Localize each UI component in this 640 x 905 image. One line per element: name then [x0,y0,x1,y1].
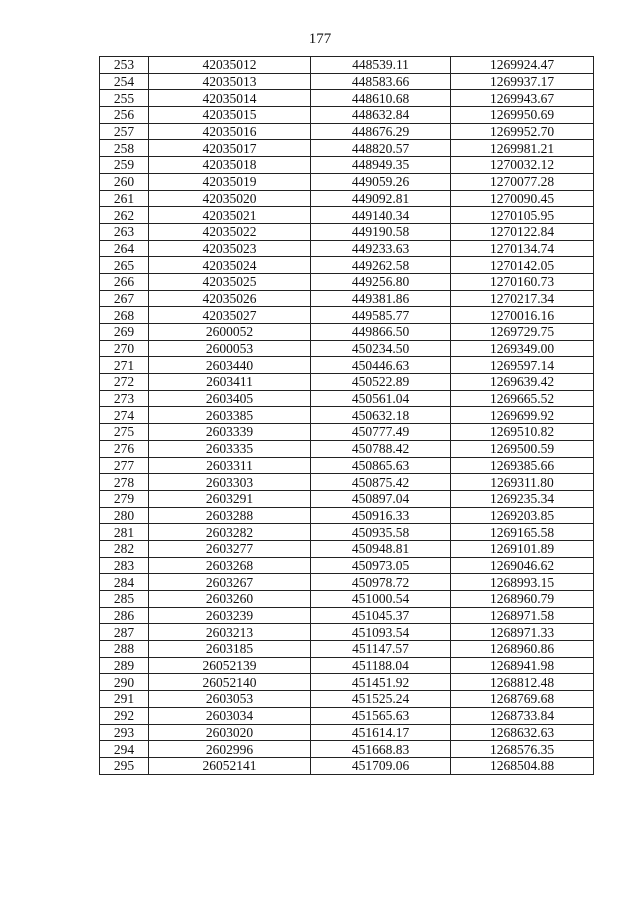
table-row [100,524,594,541]
point-id-cell: 42035027 [149,307,311,324]
y-coordinate-cell: 1269046.62 [451,557,594,574]
x-coordinate-cell: 448539.11 [311,57,451,74]
row-index-cell: 294 [100,741,149,758]
table-row [100,540,594,557]
row-index-cell: 253 [100,57,149,74]
y-coordinate-cell: 1270134.74 [451,240,594,257]
point-id-cell: 42035013 [149,73,311,90]
x-coordinate-cell: 449585.77 [311,307,451,324]
table-row [100,173,594,190]
row-index-cell: 257 [100,123,149,140]
y-coordinate-cell: 1269597.14 [451,357,594,374]
y-coordinate-cell: 1269385.66 [451,457,594,474]
row-index-cell: 265 [100,257,149,274]
table-row [100,757,594,774]
row-index-cell: 254 [100,73,149,90]
point-id-cell: 2603440 [149,357,311,374]
point-id-cell: 2603411 [149,374,311,391]
point-id-cell: 2603213 [149,624,311,641]
point-id-cell: 2603405 [149,390,311,407]
row-index-cell: 263 [100,223,149,240]
table-row [100,591,594,608]
point-id-cell: 2600052 [149,324,311,341]
x-coordinate-cell: 450788.42 [311,440,451,457]
x-coordinate-cell: 450446.63 [311,357,451,374]
point-id-cell: 2603034 [149,707,311,724]
point-id-cell: 42035024 [149,257,311,274]
table-row [100,474,594,491]
x-coordinate-cell: 450234.50 [311,340,451,357]
point-id-cell: 42035022 [149,223,311,240]
x-coordinate-cell: 450875.42 [311,474,451,491]
y-coordinate-cell: 1268993.15 [451,574,594,591]
x-coordinate-cell: 449140.34 [311,207,451,224]
x-coordinate-cell: 450935.58 [311,524,451,541]
y-coordinate-cell: 1269101.89 [451,540,594,557]
x-coordinate-cell: 450865.63 [311,457,451,474]
y-coordinate-cell: 1269665.52 [451,390,594,407]
y-coordinate-cell: 1268960.79 [451,591,594,608]
point-id-cell: 2603288 [149,507,311,524]
row-index-cell: 283 [100,557,149,574]
row-index-cell: 262 [100,207,149,224]
table-row [100,340,594,357]
x-coordinate-cell: 451565.63 [311,707,451,724]
x-coordinate-cell: 451451.92 [311,674,451,691]
table-row [100,273,594,290]
point-id-cell: 42035016 [149,123,311,140]
row-index-cell: 264 [100,240,149,257]
coordinates-table-body [100,57,594,775]
row-index-cell: 274 [100,407,149,424]
table-row [100,207,594,224]
row-index-cell: 276 [100,440,149,457]
point-id-cell: 26052141 [149,757,311,774]
row-index-cell: 270 [100,340,149,357]
x-coordinate-cell: 448676.29 [311,123,451,140]
x-coordinate-cell: 450978.72 [311,574,451,591]
row-index-cell: 266 [100,273,149,290]
point-id-cell: 2600053 [149,340,311,357]
table-row [100,657,594,674]
point-id-cell: 42035026 [149,290,311,307]
point-id-cell: 42035025 [149,273,311,290]
table-row [100,674,594,691]
x-coordinate-cell: 451147.57 [311,641,451,658]
row-index-cell: 290 [100,674,149,691]
point-id-cell: 26052140 [149,674,311,691]
table-row [100,324,594,341]
y-coordinate-cell: 1268971.58 [451,607,594,624]
point-id-cell: 2603020 [149,724,311,741]
point-id-cell: 42035017 [149,140,311,157]
row-index-cell: 278 [100,474,149,491]
table-row [100,440,594,457]
x-coordinate-cell: 448610.68 [311,90,451,107]
table-row [100,123,594,140]
row-index-cell: 275 [100,424,149,441]
point-id-cell: 42035023 [149,240,311,257]
row-index-cell: 292 [100,707,149,724]
table-row [100,57,594,74]
table-row [100,457,594,474]
x-coordinate-cell: 449866.50 [311,324,451,341]
y-coordinate-cell: 1269510.82 [451,424,594,441]
x-coordinate-cell: 448949.35 [311,157,451,174]
row-index-cell: 291 [100,691,149,708]
point-id-cell: 2603335 [149,440,311,457]
table-row [100,140,594,157]
row-index-cell: 289 [100,657,149,674]
y-coordinate-cell: 1270142.05 [451,257,594,274]
x-coordinate-cell: 450897.04 [311,490,451,507]
x-coordinate-cell: 451188.04 [311,657,451,674]
y-coordinate-cell: 1270032.12 [451,157,594,174]
row-index-cell: 258 [100,140,149,157]
y-coordinate-cell: 1269349.00 [451,340,594,357]
point-id-cell: 42035020 [149,190,311,207]
row-index-cell: 293 [100,724,149,741]
point-id-cell: 2603282 [149,524,311,541]
y-coordinate-cell: 1269924.47 [451,57,594,74]
row-index-cell: 267 [100,290,149,307]
row-index-cell: 260 [100,173,149,190]
y-coordinate-cell: 1270016.16 [451,307,594,324]
coordinates-table [99,56,594,775]
x-coordinate-cell: 449233.63 [311,240,451,257]
table-row [100,107,594,124]
point-id-cell: 42035014 [149,90,311,107]
x-coordinate-cell: 451709.06 [311,757,451,774]
point-id-cell: 2603291 [149,490,311,507]
x-coordinate-cell: 449190.58 [311,223,451,240]
y-coordinate-cell: 1268971.33 [451,624,594,641]
x-coordinate-cell: 450973.05 [311,557,451,574]
x-coordinate-cell: 450777.49 [311,424,451,441]
point-id-cell: 42035021 [149,207,311,224]
table-row [100,574,594,591]
row-index-cell: 280 [100,507,149,524]
y-coordinate-cell: 1268576.35 [451,741,594,758]
point-id-cell: 2603339 [149,424,311,441]
y-coordinate-cell: 1269729.75 [451,324,594,341]
row-index-cell: 259 [100,157,149,174]
y-coordinate-cell: 1269950.69 [451,107,594,124]
x-coordinate-cell: 450632.18 [311,407,451,424]
point-id-cell: 2603260 [149,591,311,608]
y-coordinate-cell: 1269699.92 [451,407,594,424]
x-coordinate-cell: 451668.83 [311,741,451,758]
table-row [100,691,594,708]
table-row [100,390,594,407]
point-id-cell: 26052139 [149,657,311,674]
point-id-cell: 2603303 [149,474,311,491]
x-coordinate-cell: 450522.89 [311,374,451,391]
table-row [100,724,594,741]
y-coordinate-cell: 1269639.42 [451,374,594,391]
table-row [100,90,594,107]
x-coordinate-cell: 451093.54 [311,624,451,641]
table-row [100,223,594,240]
point-id-cell: 42035012 [149,57,311,74]
y-coordinate-cell: 1269500.59 [451,440,594,457]
row-index-cell: 287 [100,624,149,641]
y-coordinate-cell: 1270160.73 [451,273,594,290]
table-row [100,741,594,758]
y-coordinate-cell: 1268941.98 [451,657,594,674]
table-row [100,507,594,524]
x-coordinate-cell: 451525.24 [311,691,451,708]
table-row [100,290,594,307]
y-coordinate-cell: 1269165.58 [451,524,594,541]
table-row [100,490,594,507]
table-row [100,357,594,374]
y-coordinate-cell: 1268812.48 [451,674,594,691]
row-index-cell: 269 [100,324,149,341]
point-id-cell: 2603277 [149,540,311,557]
y-coordinate-cell: 1268769.68 [451,691,594,708]
point-id-cell: 42035018 [149,157,311,174]
x-coordinate-cell: 449381.86 [311,290,451,307]
x-coordinate-cell: 449262.58 [311,257,451,274]
row-index-cell: 268 [100,307,149,324]
y-coordinate-cell: 1268504.88 [451,757,594,774]
row-index-cell: 288 [100,641,149,658]
x-coordinate-cell: 449059.26 [311,173,451,190]
y-coordinate-cell: 1268632.63 [451,724,594,741]
point-id-cell: 2603311 [149,457,311,474]
x-coordinate-cell: 450561.04 [311,390,451,407]
table-row [100,557,594,574]
y-coordinate-cell: 1269235.34 [451,490,594,507]
table-row [100,240,594,257]
table-row [100,407,594,424]
x-coordinate-cell: 448583.66 [311,73,451,90]
row-index-cell: 281 [100,524,149,541]
point-id-cell: 2603267 [149,574,311,591]
point-id-cell: 42035019 [149,173,311,190]
row-index-cell: 272 [100,374,149,391]
point-id-cell: 2603239 [149,607,311,624]
point-id-cell: 42035015 [149,107,311,124]
y-coordinate-cell: 1270217.34 [451,290,594,307]
y-coordinate-cell: 1269981.21 [451,140,594,157]
page-number: 177 [308,31,332,47]
y-coordinate-cell: 1270122.84 [451,223,594,240]
y-coordinate-cell: 1270090.45 [451,190,594,207]
table-row [100,374,594,391]
x-coordinate-cell: 451614.17 [311,724,451,741]
table-row [100,307,594,324]
row-index-cell: 261 [100,190,149,207]
row-index-cell: 284 [100,574,149,591]
x-coordinate-cell: 451045.37 [311,607,451,624]
table-row [100,641,594,658]
table-row [100,624,594,641]
table-row [100,257,594,274]
y-coordinate-cell: 1270077.28 [451,173,594,190]
y-coordinate-cell: 1269943.67 [451,90,594,107]
table-row [100,73,594,90]
y-coordinate-cell: 1269311.80 [451,474,594,491]
table-row [100,190,594,207]
y-coordinate-cell: 1268960.86 [451,641,594,658]
x-coordinate-cell: 450948.81 [311,540,451,557]
table-row [100,707,594,724]
row-index-cell: 282 [100,540,149,557]
row-index-cell: 273 [100,390,149,407]
y-coordinate-cell: 1269937.17 [451,73,594,90]
table-row [100,157,594,174]
x-coordinate-cell: 449092.81 [311,190,451,207]
point-id-cell: 2602996 [149,741,311,758]
x-coordinate-cell: 448632.84 [311,107,451,124]
y-coordinate-cell: 1270105.95 [451,207,594,224]
row-index-cell: 256 [100,107,149,124]
row-index-cell: 295 [100,757,149,774]
y-coordinate-cell: 1268733.84 [451,707,594,724]
row-index-cell: 255 [100,90,149,107]
row-index-cell: 285 [100,591,149,608]
x-coordinate-cell: 449256.80 [311,273,451,290]
y-coordinate-cell: 1269952.70 [451,123,594,140]
table-row [100,607,594,624]
y-coordinate-cell: 1269203.85 [451,507,594,524]
point-id-cell: 2603268 [149,557,311,574]
row-index-cell: 271 [100,357,149,374]
point-id-cell: 2603185 [149,641,311,658]
x-coordinate-cell: 448820.57 [311,140,451,157]
x-coordinate-cell: 450916.33 [311,507,451,524]
row-index-cell: 279 [100,490,149,507]
table-row [100,424,594,441]
row-index-cell: 277 [100,457,149,474]
row-index-cell: 286 [100,607,149,624]
point-id-cell: 2603385 [149,407,311,424]
x-coordinate-cell: 451000.54 [311,591,451,608]
point-id-cell: 2603053 [149,691,311,708]
